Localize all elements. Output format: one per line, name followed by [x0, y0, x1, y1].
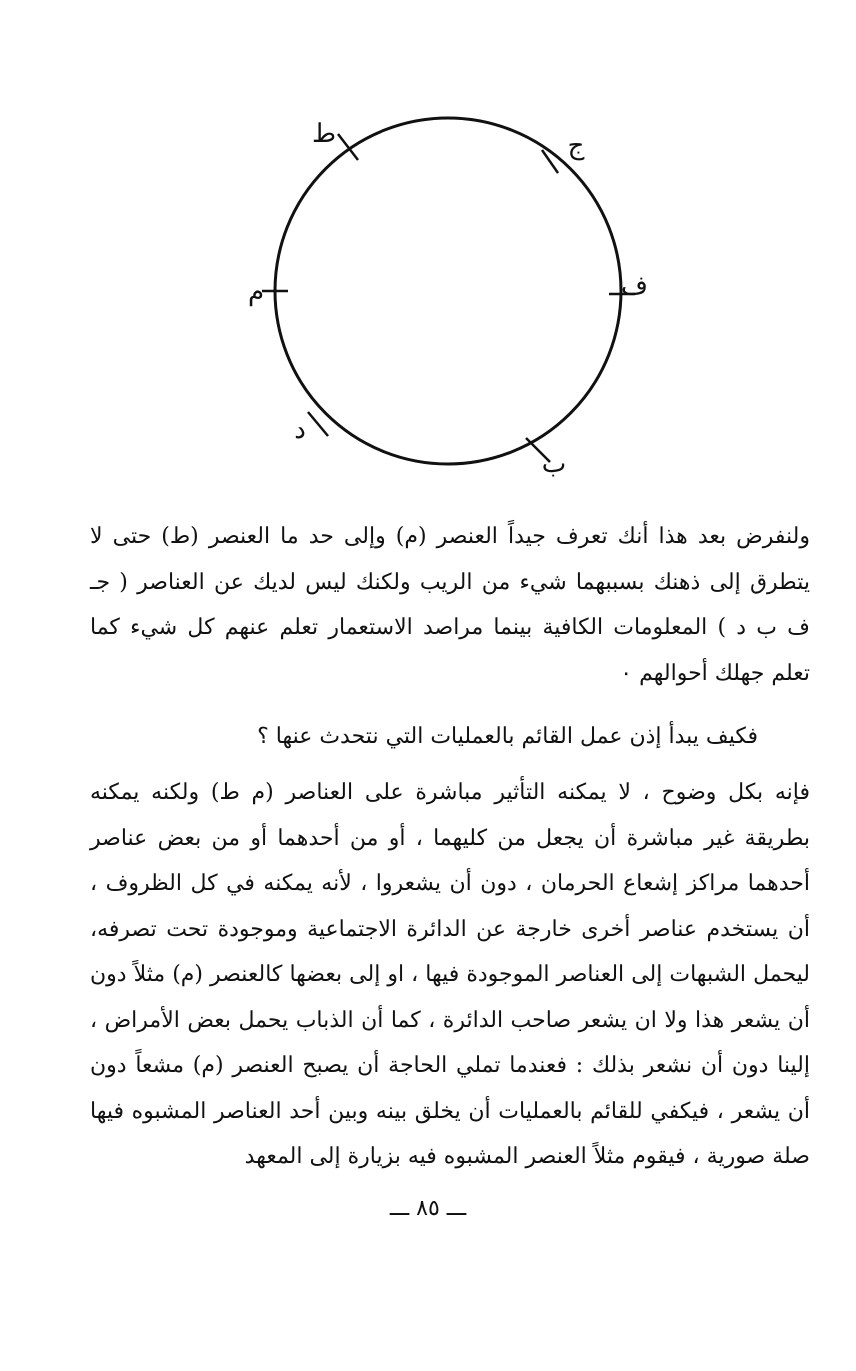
label-t: ط	[311, 119, 337, 149]
label-j: ج	[567, 131, 585, 161]
diagram-circle	[275, 118, 621, 464]
label-d: د	[294, 415, 306, 445]
paragraph: ولنفرض بعد هذا أنك تعرف جيداً العنصر (م) وإلى حد ما العنصر (ط) حتى لا يتطرق إلى ذهنك بسببهما شيء من الريب ولكنك ليس لديك عن العناصر ( جـ ف ب د ) المعلومات الكافية بينما مراصد الاستعمار تعلم عنهم كل شيء كما تعلم جهلك أحوالهم ٠	[90, 524, 810, 686]
paragraph: فإنه بكل وضوح ، لا يمكنه التأثير مباشرة على العناصر (م ط) ولكنه يمكنه بطريقة غير مباشرة أن يجعل من كليهما ، أو من أحدهما أو من بعض عناصر أحدهما مراكز إشعاع الحرمان ، دون أن يشعروا ، لأنه يمكنه في كل الظروف ، أن يستخدم عناصر أخرى خارجة عن الدائرة الاجتماعية وموجودة تحت تصرفه، ليحمل الشبهات إلى العناصر الموجودة فيها ، او إلى بعضها كالعنصر (م) مثلاً دون أن يشعر هذا ولا ان يشعر صاحب الدائرة ، كما أن الذباب يحمل بعض الأمراض ، إلينا دون أن نشعر بذلك : فعندما تملي الحاجة أن يصبح العنصر (م) مشعاً دون أن يشعر ، فيكفي للقائم بالعمليات أن يخلق بينه وبين أحد العناصر المشبوه فيها صلة صورية ، فيقوم مثلاً العنصر المشبوه فيه بزيارة إلى المعهد	[90, 780, 810, 1169]
paragraph-question: فكيف يبدأ إذن عمل القائم بالعمليات التي نتحدث عنها ؟	[257, 724, 758, 749]
label-f: ف	[621, 271, 648, 301]
page-number: ـــ ٨٥ ـــ	[389, 1196, 467, 1221]
tick-d	[308, 412, 328, 436]
tick-j	[542, 150, 558, 173]
label-b: ب	[541, 449, 567, 479]
label-m: م	[247, 277, 265, 307]
circle-diagram	[220, 100, 648, 500]
